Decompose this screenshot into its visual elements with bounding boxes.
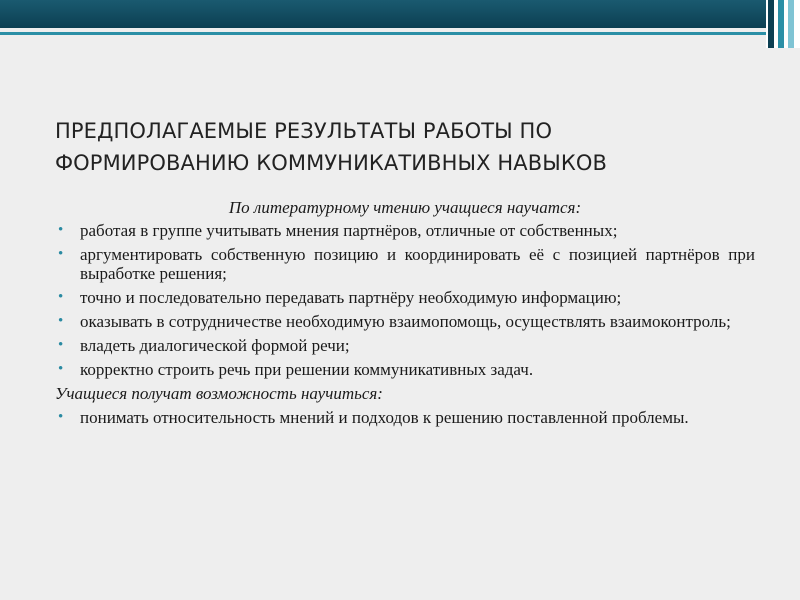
header-bar: [0, 0, 800, 28]
slide-title-line-2: ФОРМИРОВАНИЮ КОММУНИКАТИВНЫХ НАВЫКОВ: [55, 151, 608, 175]
corner-decoration-icon: [766, 0, 800, 48]
list-item: [55, 245, 755, 283]
bullet-dot-icon: •: [58, 289, 64, 305]
results-list-2: [55, 408, 755, 427]
bullet-dot-icon: •: [58, 409, 64, 425]
results-list-1: [55, 221, 755, 379]
bullet-dot-icon: •: [58, 222, 64, 238]
bullet-dot-icon: •: [58, 337, 64, 353]
bullet-dot-icon: •: [58, 361, 64, 377]
list-item: [55, 221, 755, 240]
intro-text-1: По литературному чтению учащиеся научатся:: [228, 198, 582, 217]
slide-body: [55, 198, 755, 432]
intro-text-2: Учащиеся получат возможность научиться:: [55, 384, 383, 403]
list-item: [55, 312, 755, 331]
list-item: [55, 408, 755, 427]
list-item-text: аргументировать собственную позицию и координировать её с позицией партнёров при выработке решения;: [80, 245, 755, 283]
bullet-dot-icon: •: [58, 313, 64, 329]
list-item: [55, 360, 755, 379]
list-item-text: понимать относительность мнений и подходов к решению поставленной проблемы.: [80, 408, 689, 427]
list-item: [55, 288, 755, 307]
bullet-dot-icon: •: [58, 246, 64, 262]
list-item-text: работая в группе учитывать мнения партнёров, отличные от собственных;: [80, 221, 618, 240]
slide-title: [55, 115, 755, 179]
list-item-text: владеть диалогической формой речи;: [80, 336, 350, 355]
list-item: [55, 336, 755, 355]
slide-title-line-1: ПРЕДПОЛАГАЕМЫЕ РЕЗУЛЬТАТЫ РАБОТЫ ПО: [55, 119, 553, 143]
list-item-text: точно и последовательно передавать партнёру необходимую информацию;: [80, 288, 622, 307]
header-accent-line: [0, 32, 800, 35]
list-item-text: оказывать в сотрудничестве необходимую взаимопомощь, осуществлять взаимоконтроль;: [80, 312, 731, 331]
list-item-text: корректно строить речь при решении коммуникативных задач.: [80, 360, 534, 379]
